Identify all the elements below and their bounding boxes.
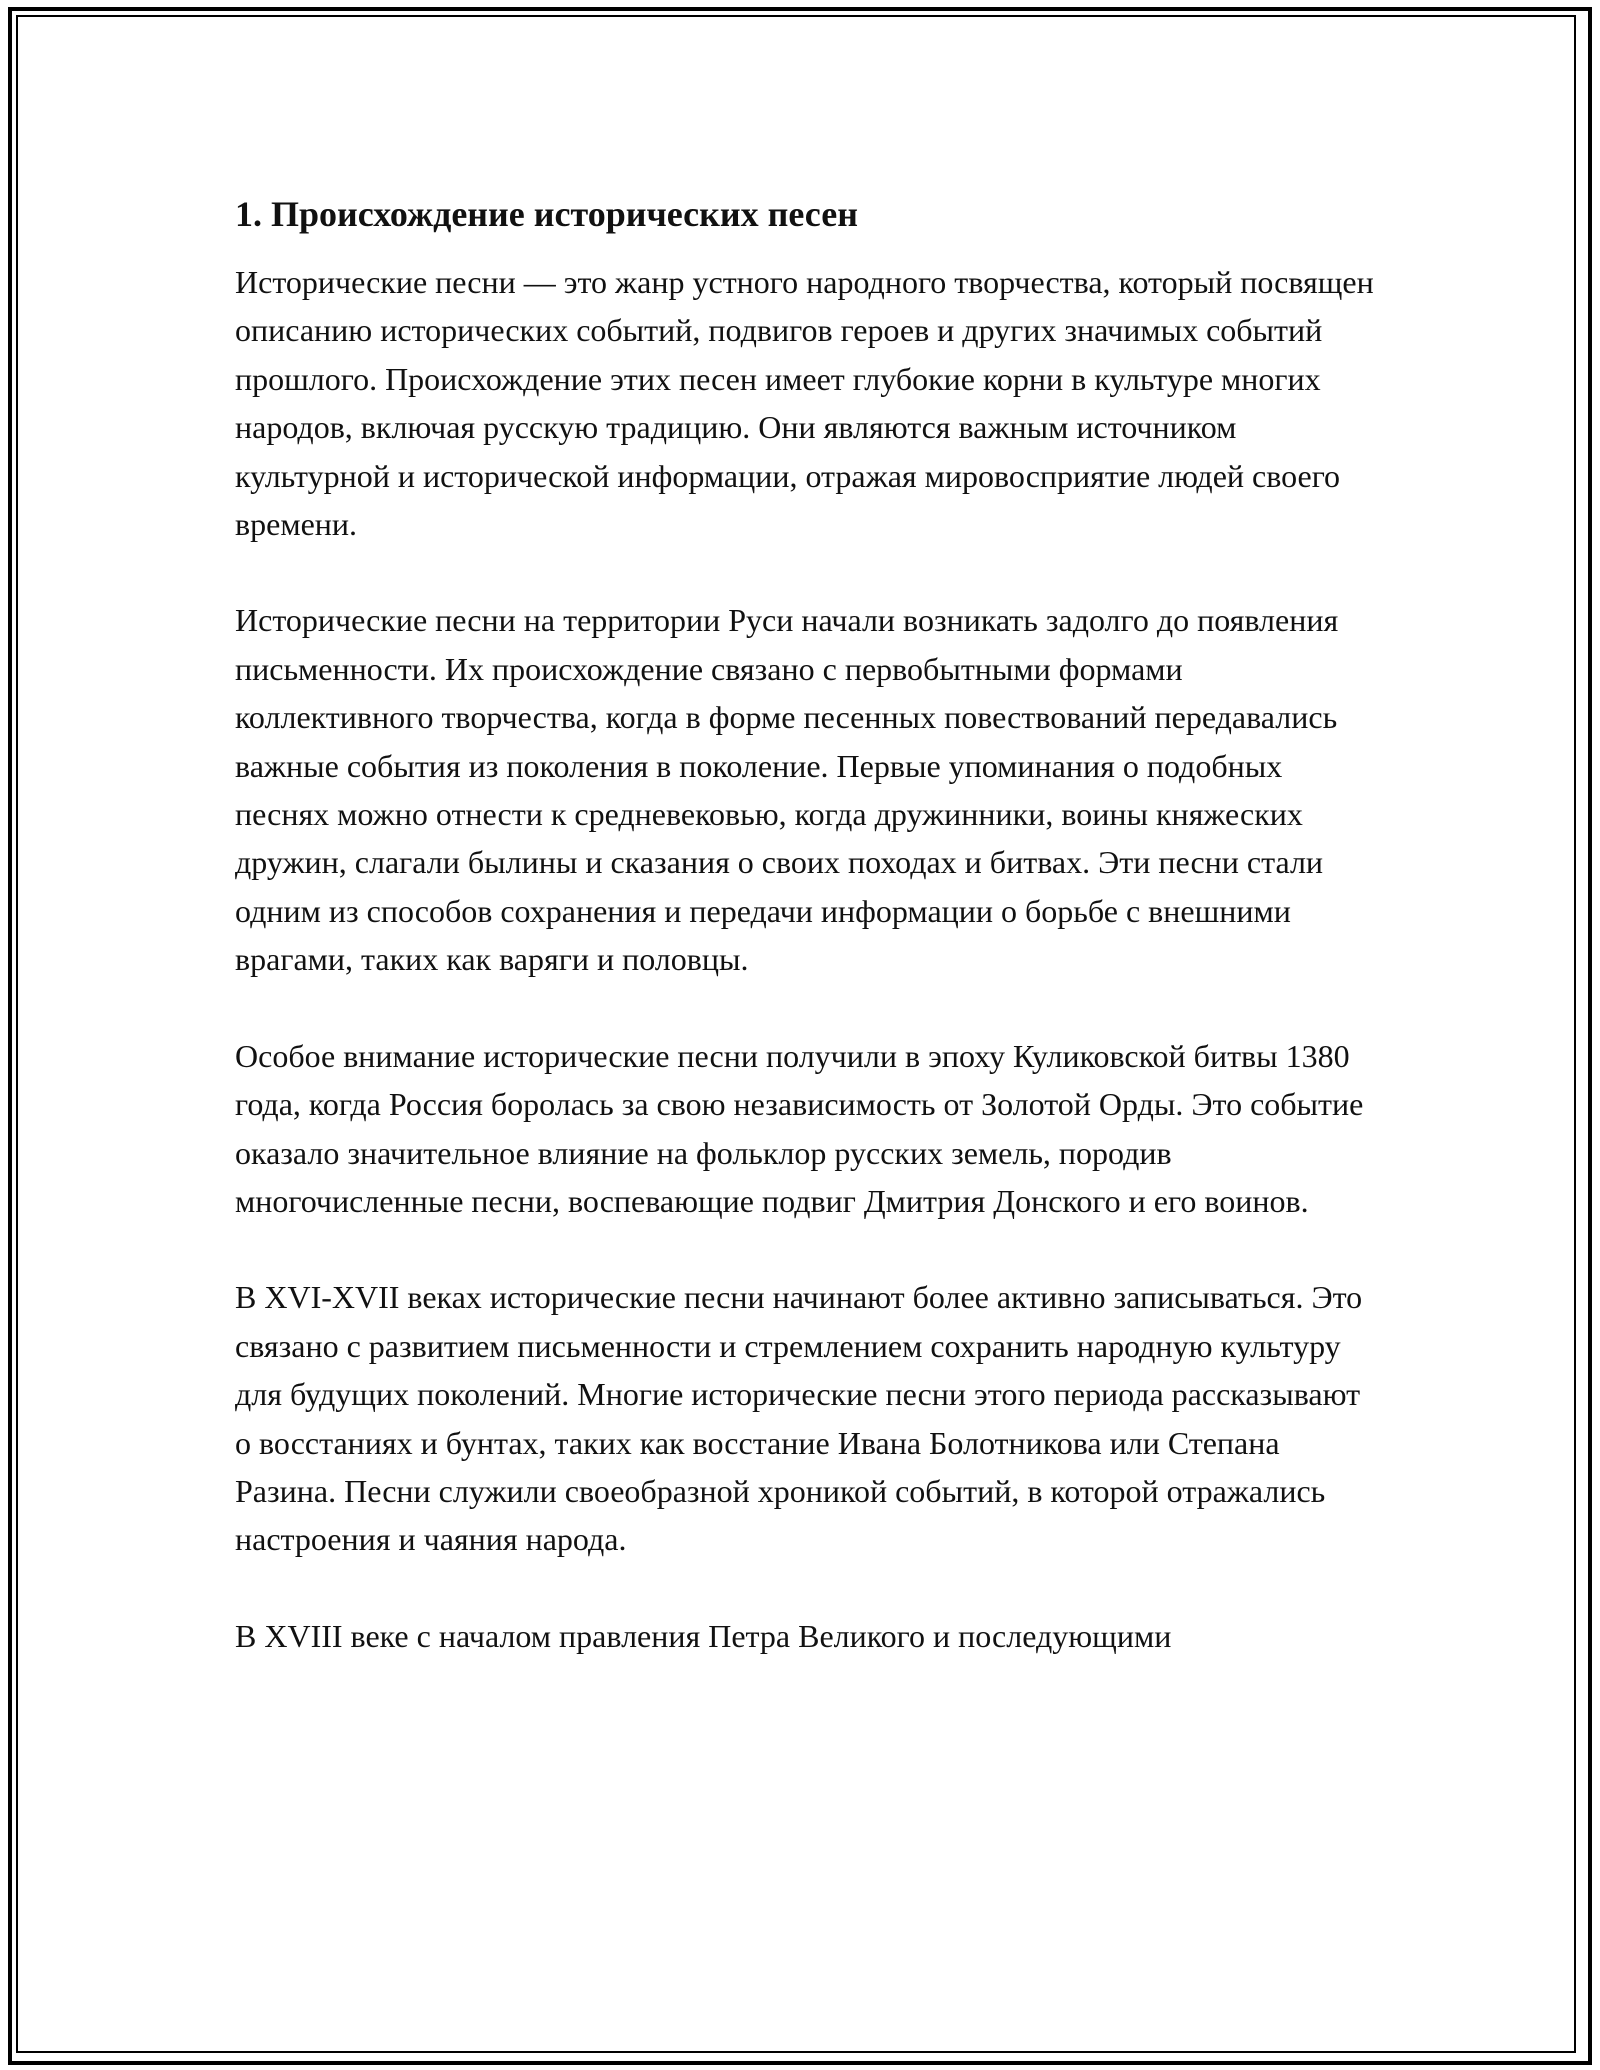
section-heading: 1. Происхождение исторических песен — [235, 194, 858, 234]
paragraph-3: Особое внимание исторические песни получили в эпоху Куликовской битвы 1380 года, когда Россия боролась за свою независимость от Золотой Орды. Это событие оказало значительное влияние на фольклор русских земель, породив многочисленные песни, воспевающие подвиг Дмитрия Донского и его воинов. — [235, 1037, 1364, 1219]
paragraph-1: Исторические песни — это жанр устного народного творчества, который посвящен описанию исторических событий, подвигов героев и других значимых событий прошлого. Происхождение этих песен имеет глубокие корни в культуре многих народов, включая русскую традицию. Они являются важным источником культурной и исторической информации, отражая мировосприятие людей своего времени. — [235, 264, 1374, 543]
paragraph-5: В XVIII веке с началом правления Петра Великого и последующими — [235, 1617, 1172, 1654]
paragraph-4: В XVI-XVII веках исторические песни начинают более активно записываться. Это связано с развитием письменности и стремлением сохранить народную культуру для будущих поколений. Многие исторические песни этого периода рассказывают о восстаниях и бунтах, таких как восстание Ивана Болотникова или Степана Разина. Песни служили своеобразной хроникой событий, в которой отражались настроения и чаяния народа. — [235, 1279, 1363, 1558]
paragraph-2: Исторические песни на территории Руси начали возникать задолго до появления письменности. Их происхождение связано с первобытными формами коллективного творчества, когда в форме песенных повествований передавались важные события из поколения в поколение. Первые упоминания о подобных песнях можно отнести к средневековью, когда дружинники, воины княжеских дружин, слагали былины и сказания о своих походах и битвах. Эти песни стали одним из способов сохранения и передачи информации о борьбе с внешними врагами, таких как варяги и половцы. — [235, 602, 1339, 978]
document-body — [235, 190, 1385, 1708]
